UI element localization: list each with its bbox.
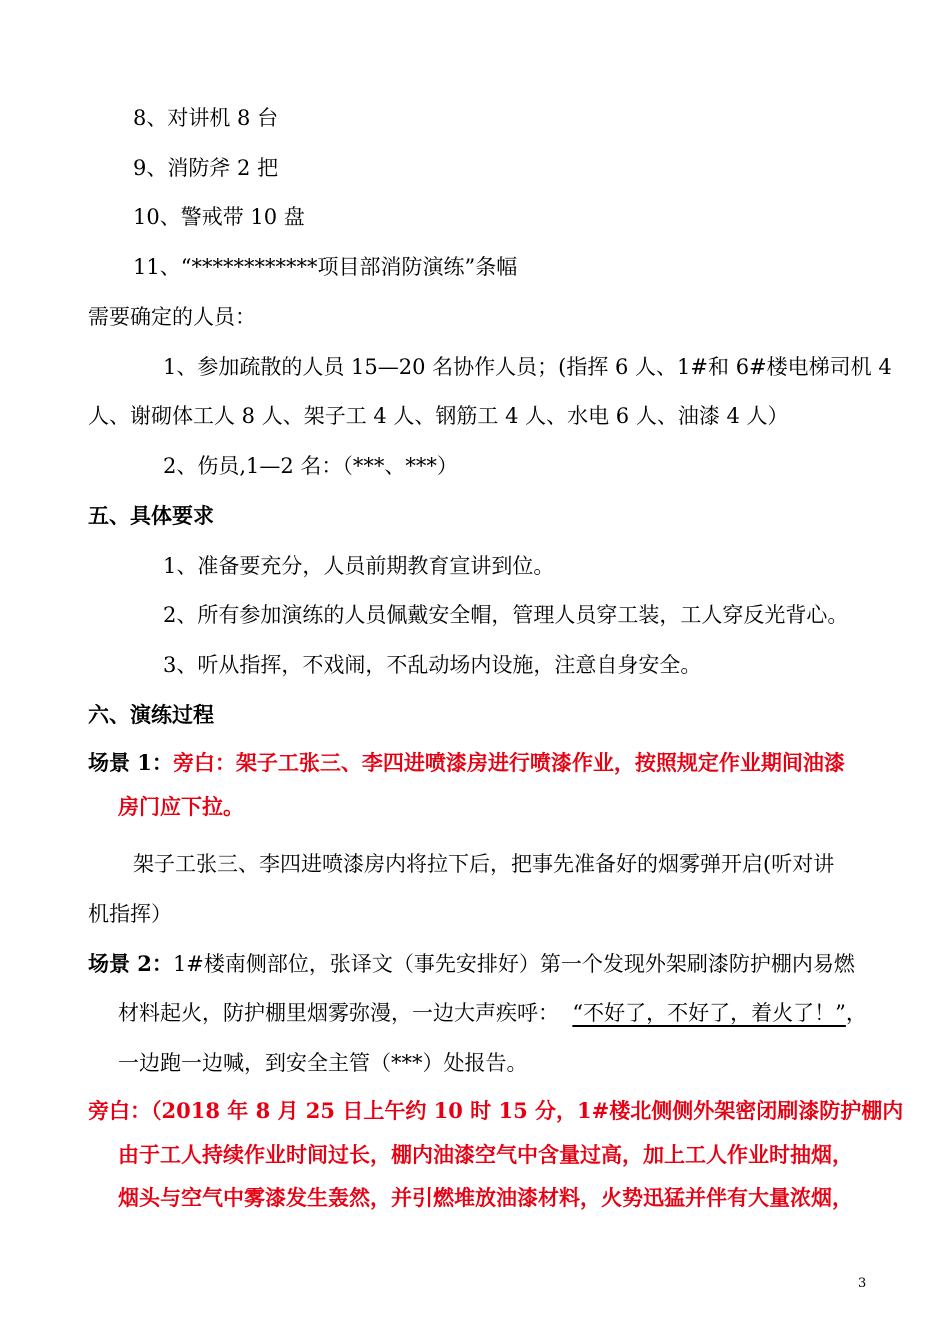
scene-2-text: 1#楼南侧部位，张译文（事先安排好）第一个发现外架刷漆防护棚内易燃 <box>172 952 855 976</box>
equipment-item-10: 10、警戒带 10 盘 <box>133 205 305 229</box>
scene-2-line <box>88 949 855 979</box>
narration-paragraph-1: 旁白：（2018 年 8 月 25 日上午约 10 时 15 分，1#楼北侧侧外架密闭刷漆防护棚内 <box>88 1098 904 1123</box>
scene-1-narration: 旁白：架子工张三、李四进喷漆房进行喷漆作业，按照规定作业期间油漆 <box>172 750 845 775</box>
requirement-3: 3、听从指挥，不戏闹，不乱动场内设施，注意自身安全。 <box>163 653 702 677</box>
section-6-heading: 六、演练过程 <box>88 702 214 727</box>
scene-2-text-end: 一边跑一边喊，到安全主管（***）处报告。 <box>118 1051 528 1075</box>
scene-1-action-cont: 机指挥） <box>88 902 172 926</box>
personnel-heading: 需要确定的人员： <box>88 305 256 329</box>
scene-1-label: 场景 1： <box>88 750 173 775</box>
scene-2-label: 场景 2： <box>88 951 173 976</box>
scene-2-text-a: 材料起火，防护棚里烟雾弥漫，一边大声疾呼： <box>118 1001 559 1025</box>
scene-2-text-b: ， <box>845 1001 867 1025</box>
requirement-2: 2、所有参加演练的人员佩戴安全帽，管理人员穿工装，工人穿反光背心。 <box>163 603 849 627</box>
page-number: 3 <box>858 1276 867 1291</box>
personnel-item-1-cont: 人、谢砌体工人 8 人、架子工 4 人、钢筋工 4 人、水电 6 人、油漆 4 人） <box>88 404 789 428</box>
requirement-1: 1、准备要充分，人员前期教育宣讲到位。 <box>163 554 555 578</box>
equipment-item-11: 11、“************项目部消防演练”条幅 <box>133 255 518 279</box>
personnel-item-1: 1、参加疏散的人员 15—20 名协作人员；(指挥 6 人、1#和 6#楼电梯司机 4 <box>163 355 892 379</box>
narration-paragraph-2: 由于工人持续作业时间过长，棚内油漆空气中含量过高，加上工人作业时抽烟， <box>118 1142 853 1167</box>
equipment-item-8: 8、对讲机 8 台 <box>133 106 279 130</box>
narration-paragraph-3: 烟头与空气中雾漆发生轰然，并引燃堆放油漆材料，火势迅猛并伴有大量浓烟， <box>118 1185 853 1210</box>
scene-2-shout: “不好了，不好了，着火了！” <box>572 1001 846 1025</box>
scene-2-text-cont <box>118 998 867 1028</box>
section-5-heading: 五、具体要求 <box>88 503 214 528</box>
personnel-item-2: 2、伤员,1—2 名：（***、***） <box>163 454 458 478</box>
scene-1-line <box>88 748 845 778</box>
scene-1-action: 架子工张三、李四进喷漆房内将拉下后，把事先准备好的烟雾弹开启(听对讲 <box>133 852 835 876</box>
scene-1-narration-cont: 房门应下拉。 <box>118 794 244 819</box>
equipment-item-9: 9、消防斧 2 把 <box>133 156 279 180</box>
